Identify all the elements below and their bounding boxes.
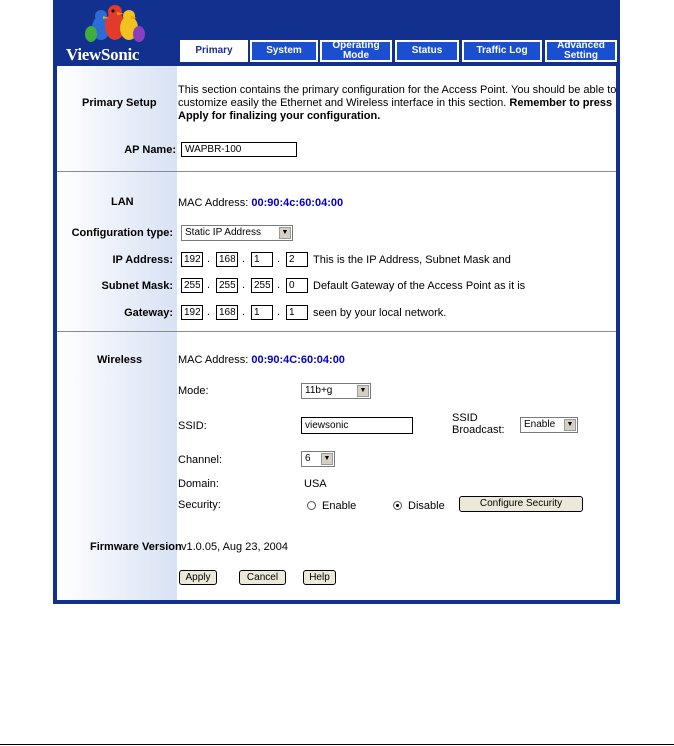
gateway-note: seen by your local network. xyxy=(313,307,447,319)
mask-octet-2[interactable] xyxy=(216,278,238,293)
viewsonic-logo xyxy=(61,2,169,62)
gw-dot: . xyxy=(277,306,281,318)
gw-dot: . xyxy=(242,306,246,318)
ssid-broadcast-value: Enable xyxy=(524,419,556,430)
admin-panel-frame xyxy=(53,0,620,604)
mask-dot: . xyxy=(277,279,281,291)
apply-button[interactable]: Apply xyxy=(179,570,217,585)
domain-label: Domain: xyxy=(178,478,219,490)
tab-primary[interactable]: Primary xyxy=(180,40,248,62)
primary-desc-line1: This section contains the primary configuration for the Access Point. You should be able to xyxy=(178,84,617,96)
mask-octet-1[interactable] xyxy=(181,278,203,293)
mode-label: Mode: xyxy=(178,385,209,397)
firmware-label: Firmware Version xyxy=(90,541,182,553)
gateway-label: Gateway: xyxy=(124,307,173,319)
security-disable-radio[interactable] xyxy=(393,501,402,510)
header-bar xyxy=(53,0,620,66)
tab-advanced-setting[interactable]: Advanced Setting xyxy=(545,40,617,62)
mask-octet-3[interactable] xyxy=(251,278,273,293)
page-footer-rule xyxy=(0,744,674,745)
ssid-input[interactable] xyxy=(301,417,413,434)
mask-dot: . xyxy=(242,279,246,291)
lan-mac-label: MAC Address: xyxy=(178,197,249,209)
mode-select[interactable] xyxy=(301,383,371,399)
ssid-label: SSID: xyxy=(178,420,207,432)
primary-setup-heading: Primary Setup xyxy=(82,97,157,109)
ip-dot: . xyxy=(277,253,281,265)
birds-logo-icon xyxy=(61,2,169,46)
ssid-broadcast-label-2: Broadcast: xyxy=(452,424,505,436)
config-content xyxy=(57,66,616,600)
section-divider xyxy=(57,331,616,332)
ap-name-label: AP Name: xyxy=(124,144,176,156)
wireless-mac-label: MAC Address: xyxy=(178,354,249,366)
lan-mac-value: 00:90:4c:60:04:00 xyxy=(251,197,344,209)
ip-octet-2[interactable] xyxy=(216,252,238,267)
tab-operating-mode[interactable]: Operating Mode xyxy=(320,40,392,62)
mode-value: 11b+g xyxy=(305,385,333,396)
ip-address-label: IP Address: xyxy=(112,254,173,266)
mask-octet-4[interactable] xyxy=(286,278,308,293)
wireless-mac-row xyxy=(178,354,345,366)
security-disable-label: Disable xyxy=(408,500,445,512)
help-button[interactable]: Help xyxy=(303,570,336,585)
security-enable-radio[interactable] xyxy=(307,501,316,510)
ssid-broadcast-label xyxy=(452,412,505,436)
ip-octet-1[interactable] xyxy=(181,252,203,267)
chevron-down-icon: ▼ xyxy=(357,385,369,397)
ssid-broadcast-label-1: SSID xyxy=(452,412,478,424)
gw-octet-1[interactable] xyxy=(181,305,203,320)
lan-mac-row xyxy=(178,197,343,209)
gw-octet-3[interactable] xyxy=(251,305,273,320)
gw-dot: . xyxy=(207,306,211,318)
wireless-heading: Wireless xyxy=(97,354,143,366)
security-label: Security: xyxy=(178,499,221,511)
gw-octet-4[interactable] xyxy=(286,305,308,320)
wireless-label-col xyxy=(57,332,177,600)
ip-octet-3[interactable] xyxy=(251,252,273,267)
channel-label: Channel: xyxy=(178,454,223,466)
chevron-down-icon: ▼ xyxy=(564,419,576,431)
channel-value: 6 xyxy=(305,453,311,464)
mask-dot: . xyxy=(207,279,211,291)
ip-dot: . xyxy=(242,253,246,265)
subnet-mask-label: Subnet Mask: xyxy=(101,280,173,292)
ip-dot: . xyxy=(207,253,211,265)
tab-status[interactable]: Status xyxy=(395,40,459,62)
config-type-select[interactable] xyxy=(181,225,293,241)
wireless-mac-value: 00:90:4C:60:04:00 xyxy=(251,354,345,366)
channel-select[interactable] xyxy=(301,451,335,467)
config-type-label: Configuration type: xyxy=(71,227,173,239)
primary-desc-bold-b: Apply for finalizing your configuration. xyxy=(178,110,381,122)
ap-name-input[interactable] xyxy=(181,142,297,157)
security-enable-label: Enable xyxy=(322,500,357,512)
lan-heading: LAN xyxy=(111,196,134,208)
cancel-button[interactable]: Cancel xyxy=(239,570,286,585)
config-type-value: Static IP Address xyxy=(185,227,261,238)
primary-desc-bold-a: Remember to press xyxy=(509,97,613,109)
primary-desc-line2: customize easily the Ethernet and Wireless interface in this section. xyxy=(178,97,507,109)
primary-desc-line2-wrap xyxy=(178,97,612,109)
tab-traffic-log[interactable]: Traffic Log xyxy=(462,40,542,62)
chevron-down-icon: ▼ xyxy=(321,453,333,465)
gw-octet-2[interactable] xyxy=(216,305,238,320)
configure-security-button[interactable]: Configure Security xyxy=(459,496,583,512)
chevron-down-icon: ▼ xyxy=(279,227,291,239)
domain-value: USA xyxy=(304,478,327,490)
mask-note: Default Gateway of the Access Point as it is xyxy=(313,280,526,292)
ip-note: This is the IP Address, Subnet Mask and xyxy=(313,254,511,266)
ip-octet-4[interactable] xyxy=(286,252,308,267)
tab-system[interactable]: System xyxy=(250,40,318,62)
ssid-broadcast-select[interactable] xyxy=(520,417,578,433)
firmware-value: v1.0.05, Aug 23, 2004 xyxy=(181,541,289,553)
section-divider xyxy=(57,171,616,172)
brand-name: ViewSonic xyxy=(66,45,140,64)
